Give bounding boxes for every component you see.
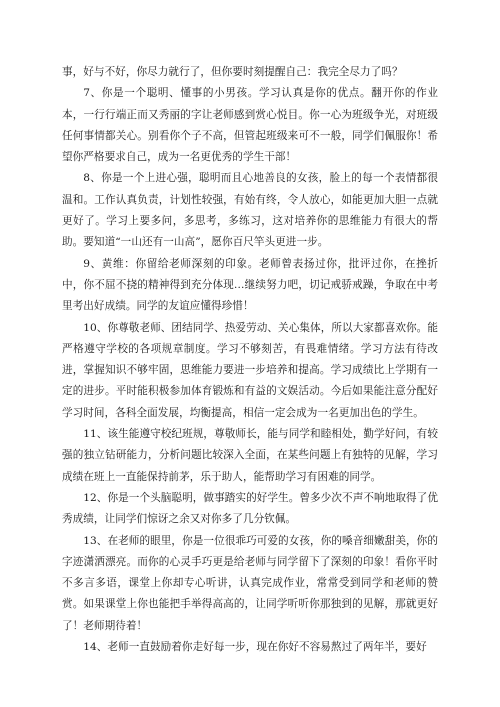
paragraph-comment-11: 11、该生能遵守校纪班规，尊敬师长，能与同学和睦相处，勤学好问，有较强的独立钻研能力，分析问题比较深入全面，在某些问题上有独特的见解，学习成绩在班上一直能保持前茅，乐于助人，能帮助学习有困难的同学。 (62, 428, 438, 483)
paragraph-comment-12: 12、你是一个头脑聪明，做事踏实的好学生。曾多少次不声不响地取得了优秀成绩，让同学们惊讶之余又对你多了几分钦佩。 (62, 491, 438, 526)
paragraph-comment-10: 10、你尊敬老师、团结同学、热爱劳动、关心集体，所以大家都喜欢你。能严格遵守学校的各项规章制度。学习不够刻苦，有畏难情绪。学习方法有待改进，掌握知识不够牢固，思维能力要进一步培养和提高。学习成绩比上学期有一定的进步。平时能积极参加体育锻炼和有益的文娱活动。今后如果能注意分配好学习时间，各科全面发展，均衡提高，相信一定会成为一名更加出色的学生。 (62, 321, 438, 419)
paragraph-comment-7: 7、你是一个聪明、懂事的小男孩。学习认真是你的优点。翻开你的作业本，一行行端正而又秀丽的字让老师感到赏心悦目。你一心为班级争光，对班级任何事情都关心。别看你个子不高，但管起班级来可不一般，同学们佩服你！希望你严格要求自己，成为一名更优秀的学生干部！ (62, 87, 438, 164)
document-body (62, 62, 438, 658)
paragraph-comment-9: 9、黄维：你留给老师深刻的印象。老师曾表扬过你，批评过你，在挫折中，你不屈不挠的精神得到充分体现…继续努力吧，切记戒骄戒躁，争取在中考里考出好成绩。同学的友谊应懂得珍惜！ (62, 257, 438, 313)
paragraph-comment-14: 14、老师一直鼓励着你走好每一步，现在你好不容易熬过了两年半，要好 (83, 641, 427, 654)
paragraph-continuation: 事，好与不好，你尽力就行了，但你要时刻提醒自己：我完全尽力了吗？ (62, 66, 403, 78)
paragraph-comment-13: 13、在老师的眼里，你是一位很乖巧可爱的女孩，你的嗓音细嫩甜美，你的字迹潇洒漂亮。而你的心灵手巧更是给老师与同学留下了深刻的印象！看你平时不多言多语，课堂上你却专心听讲，认真完成作业，常常受到同学和老师的赞赏。如果课堂上你也能把手举得高高的，让同学听听你那独到的见解，那就更好了！老师期待着！ (62, 534, 438, 632)
paragraph-comment-8: 8、你是一个上进心强，聪明而且心地善良的女孩，脸上的每一个表情都很温和。工作认真负责，计划性较强，有始有终，令人放心，如能更加大胆一点就更好了。学习上要多问，多思考，多练习，这对培养你的思维能力有很大的帮助。要知道“一山还有一山高”，愿你百尺竿头更进一步。 (62, 172, 438, 249)
